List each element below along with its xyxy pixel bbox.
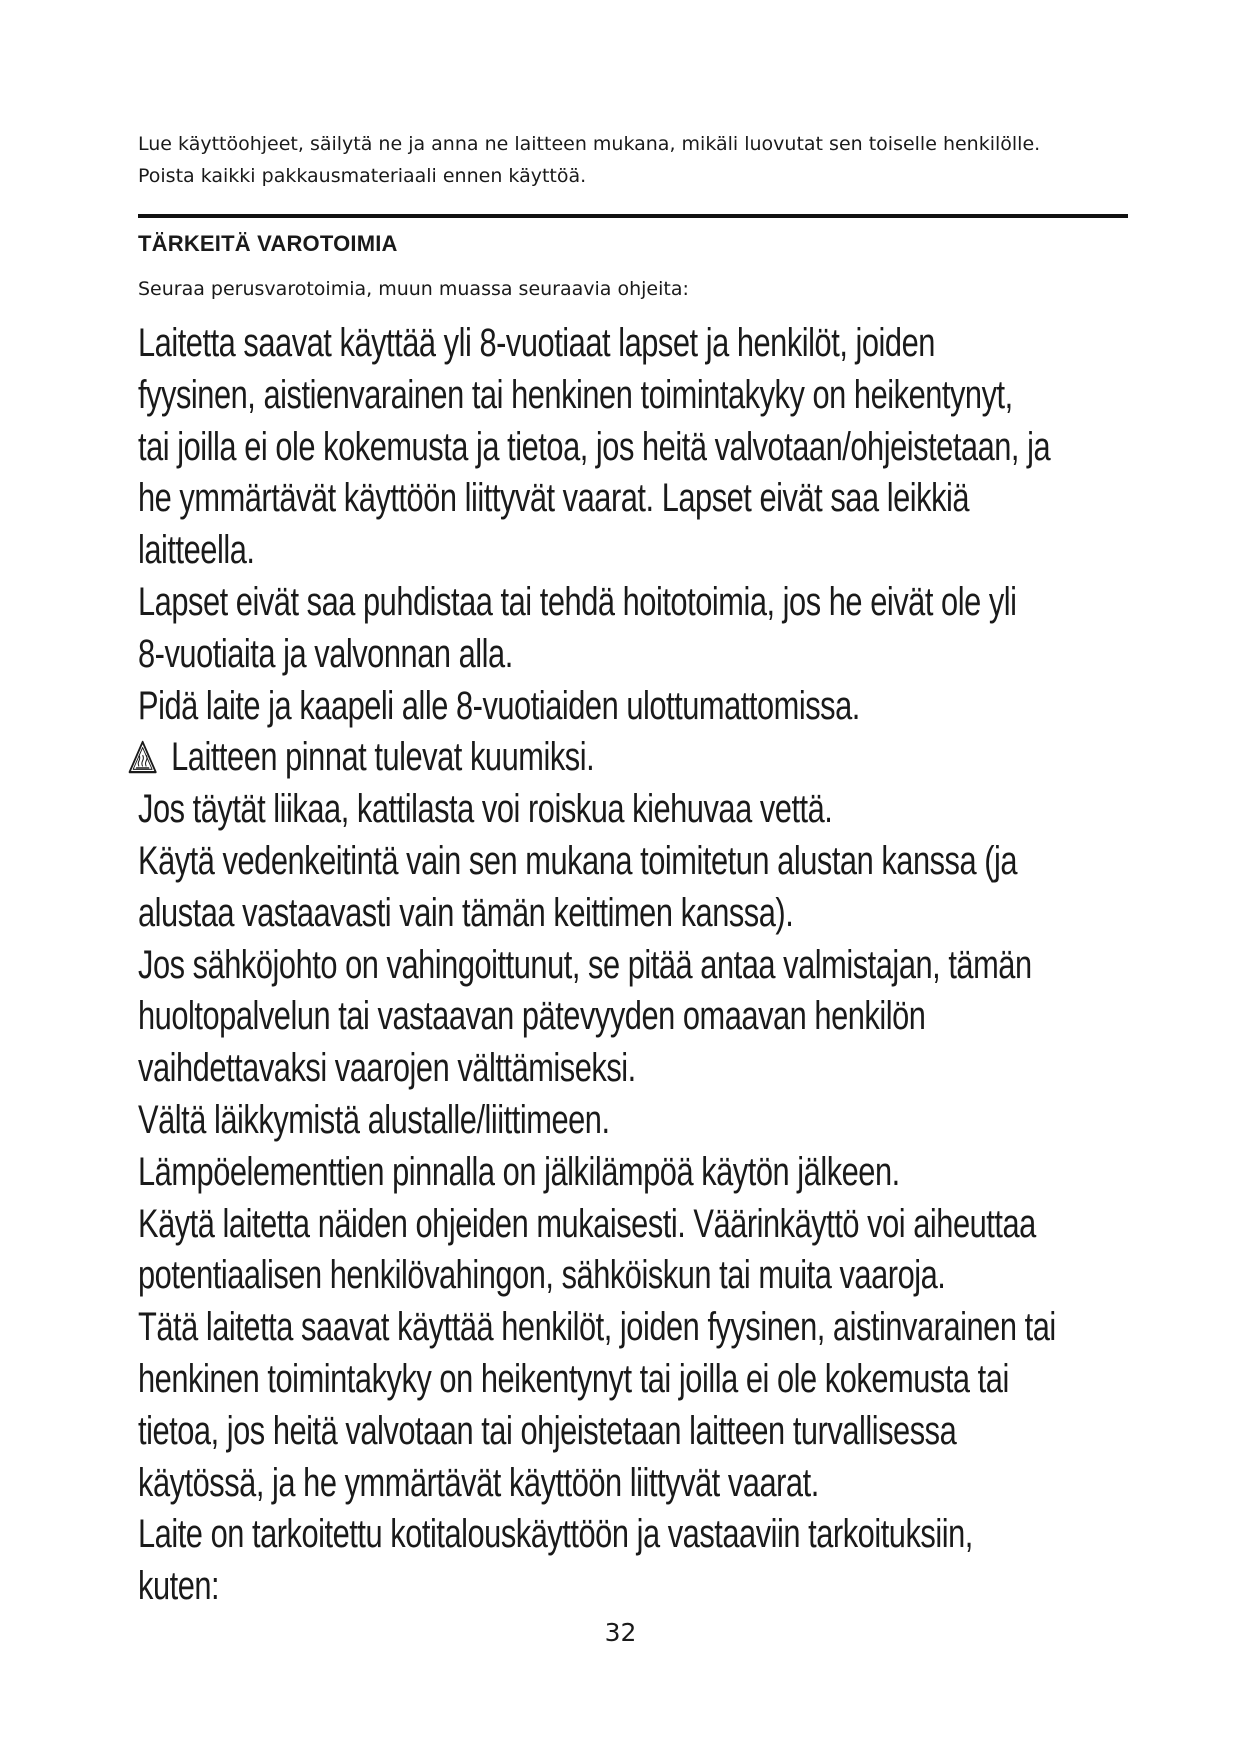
body-line: he ymmärtävät käyttöön liittyvät vaarat. Lapset eivät saa leikkiä: [138, 476, 970, 521]
document-page: [138, 128, 1128, 1613]
section-divider: [138, 214, 1128, 218]
body-line: tietoa, jos heitä valvotaan tai ohjeistetaan laitteen turvallisessa: [138, 1408, 957, 1453]
body-line: Tätä laitetta saavat käyttää henkilöt, joiden fyysinen, aistinvarainen tai: [138, 1305, 1056, 1350]
body-line: Lämpöelementtien pinnalla on jälkilämpöä käytön jälkeen.: [138, 1149, 900, 1194]
body-line: Laitetta saavat käyttää yli 8-vuotiaat lapset ja henkilöt, joiden: [138, 321, 935, 365]
body-line: tai joilla ei ole kokemusta ja tietoa, jos heitä valvotaan/ohjeistetaan, ja: [138, 424, 1051, 469]
section-heading: TÄRKEITÄ VAROTOIMIA: [138, 231, 398, 256]
page-number: 32: [604, 1618, 637, 1647]
body-line: laitteella.: [138, 528, 255, 573]
body-line: Käytä vedenkeitintä vain sen mukana toimitetun alustan kanssa (ja: [138, 838, 1018, 883]
body-line: henkinen toimintakyky on heikentynyt tai joilla ei ole kokemusta tai: [138, 1356, 1009, 1401]
body-line: Käytä laitetta näiden ohjeiden mukaisesti. Väärinkäyttö voi aiheuttaa: [138, 1201, 1036, 1246]
intro-line-1: Lue käyttöohjeet, säilytä ne ja anna ne laitteen mukana, mikäli luovutat sen toiselle henkilölle.: [138, 133, 1041, 155]
body-line: Jos täytät liikaa, kattilasta voi roiskua kiehuvaa vettä.: [138, 787, 833, 832]
intro-line-2: Poista kaikki pakkausmateriaali ennen käyttöä.: [138, 165, 587, 187]
body-line: kuten:: [138, 1564, 220, 1609]
body-line: käytössä, ja he ymmärtävät käyttöön liittyvät vaarat.: [138, 1460, 819, 1505]
body-line: potentiaalisen henkilövahingon, sähköiskun tai muita vaaroja.: [138, 1253, 946, 1298]
body-line: vaihdettavaksi vaarojen välttämiseksi.: [138, 1046, 636, 1091]
hot-surface-warning-line: [128, 732, 906, 784]
body-line: alustaa vastaavasti vain tämän keittimen kanssa).: [138, 890, 794, 935]
hot-surface-warning-text: Laitteen pinnat tulevat kuumiksi.: [171, 735, 595, 780]
body-line: Lapset eivät saa puhdistaa tai tehdä hoitotoimia, jos he eivät ole yli: [138, 579, 1017, 624]
hot-surface-warning-icon: [128, 740, 157, 774]
body-line: Pidä laite ja kaapeli alle 8-vuotiaiden ulottumattomissa.: [138, 683, 860, 728]
body-line: fyysinen, aistienvarainen tai henkinen toimintakyky on heikentynyt,: [138, 372, 1013, 417]
body-line: 8-vuotiaita ja valvonnan alla.: [138, 631, 513, 676]
body-line: Jos sähköjohto on vahingoittunut, se pitää antaa valmistajan, tämän: [138, 942, 1032, 987]
warnings-body: [138, 318, 1138, 1613]
body-line: Laite on tarkoitettu kotitalouskäyttöön ja vastaaviin tarkoituksiin,: [138, 1512, 973, 1557]
body-line: Vältä läikkymistä alustalle/liittimeen.: [138, 1097, 610, 1142]
body-line: huoltopalvelun tai vastaavan pätevyyden omaavan henkilön: [138, 994, 926, 1039]
section-subintro: Seuraa perusvarotoimia, muun muassa seuraavia ohjeita:: [138, 278, 689, 300]
